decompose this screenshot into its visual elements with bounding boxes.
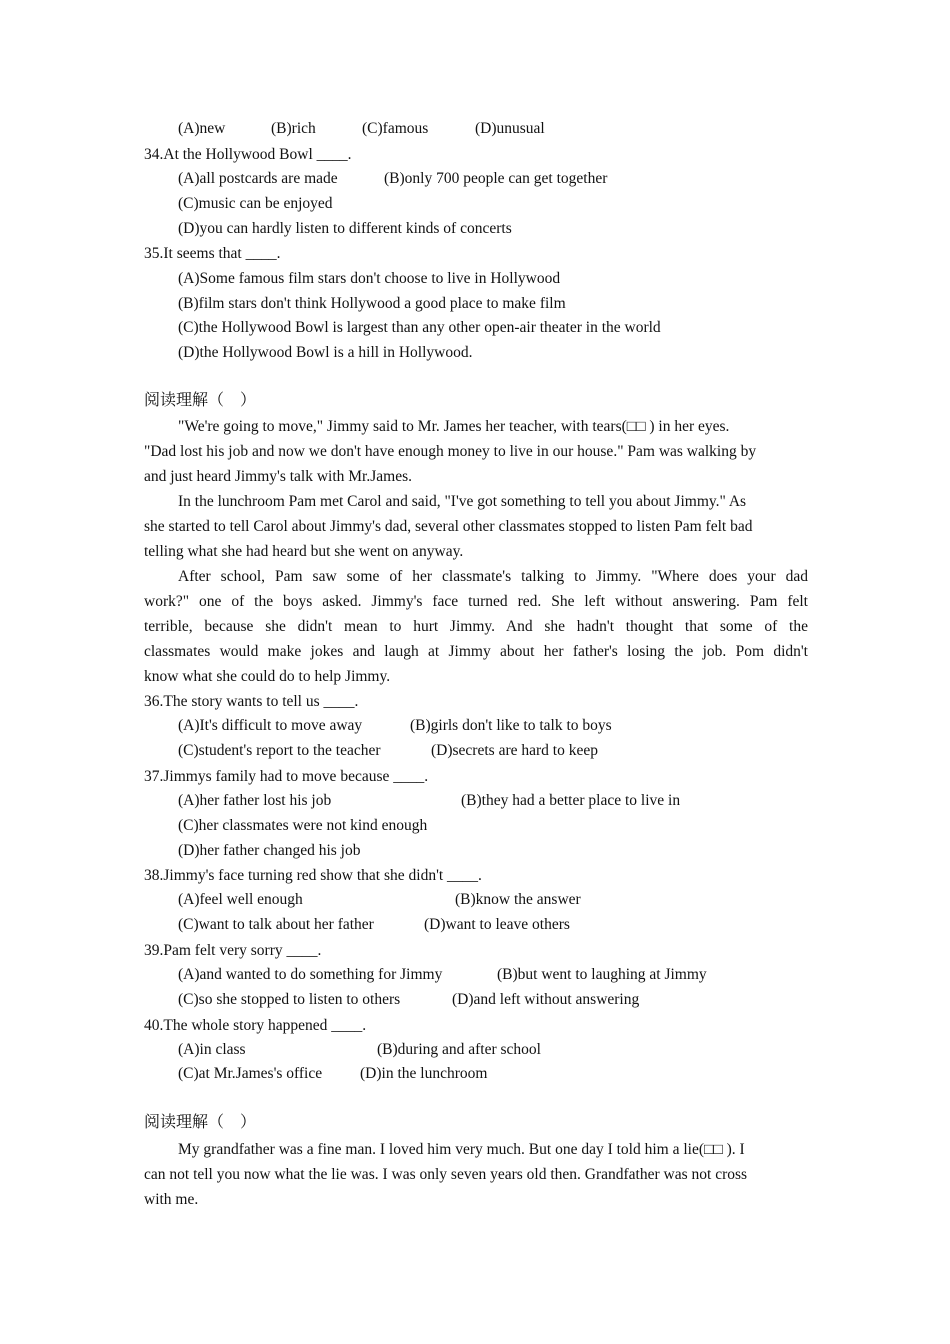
passage2-line-7: After school, Pam saw some of her classmate's talking to Jimmy. "Where does your dad [178,568,808,585]
q40-option-b: (B)during and after school [377,1041,541,1058]
q40-option-a: (A)in class [178,1041,246,1058]
q34-stem: 34.At the Hollywood Bowl ____. [144,146,352,163]
passage2-line-6: telling what she had heard but she went on anyway. [144,543,464,560]
q36-option-c: (C)student's report to the teacher [178,742,381,759]
passage2-line-5: she started to tell Carol about Jimmy's dad, several other classmates stopped to listen Pam felt bad [144,518,753,535]
q40-option-d: (D)in the lunchroom [360,1065,488,1082]
q36-stem: 36.The story wants to tell us ____. [144,693,359,710]
q34-option-c: (C)music can be enjoyed [178,195,333,212]
passage2-line-8: work?" one of the boys asked. Jimmy's face turned red. She left without answering. Pam felt [144,593,808,610]
q39-option-c: (C)so she stopped to listen to others [178,991,401,1008]
passage2-line-2: "Dad lost his job and now we don't have enough money to live in our house." Pam was walking by [144,443,757,460]
q37-option-c: (C)her classmates were not kind enough [178,817,428,834]
q33-option-c: (C)famous [362,120,429,137]
passage2-line-9: terrible, because she didn't mean to hurt Jimmy. And she hadn't thought that some of the [144,618,808,635]
q34-option-b: (B)only 700 people can get together [384,170,608,187]
q35-stem: 35.It seems that ____. [144,245,281,262]
q39-option-b: (B)but went to laughing at Jimmy [497,966,707,983]
q34-option-a: (A)all postcards are made [178,170,338,187]
q33-option-a: (A)new [178,120,226,137]
q35-option-a: (A)Some famous film stars don't choose to live in Hollywood [178,270,561,287]
q38-stem: 38.Jimmy's face turning red show that she didn't ____. [144,867,482,884]
q35-option-d: (D)the Hollywood Bowl is a hill in Hollywood. [178,344,473,361]
section-heading-reading-3: 阅读理解（ ） [144,1112,257,1131]
passage3-line-1: My grandfather was a fine man. I loved him very much. But one day I told him a lie(□□ ). I [178,1141,745,1158]
q35-option-c: (C)the Hollywood Bowl is largest than any other open-air theater in the world [178,319,661,336]
q33-option-d: (D)unusual [475,120,545,137]
passage2-line-4: In the lunchroom Pam met Carol and said, "I've got something to tell you about Jimmy." As [178,493,747,510]
q39-stem: 39.Pam felt very sorry ____. [144,942,322,959]
q37-option-d: (D)her father changed his job [178,842,361,859]
passage2-line-11: know what she could do to help Jimmy. [144,668,391,685]
q34-option-d: (D)you can hardly listen to different kinds of concerts [178,220,512,237]
passage2-line-1: "We're going to move," Jimmy said to Mr. James her teacher, with tears(□□ ) in her eyes. [178,418,730,435]
q38-option-b: (B)know the answer [455,891,581,908]
q36-option-d: (D)secrets are hard to keep [431,742,598,759]
q39-option-d: (D)and left without answering [452,991,640,1008]
q37-stem: 37.Jimmys family had to move because ____. [144,768,429,785]
q38-option-d: (D)want to leave others [424,916,570,933]
q40-stem: 40.The whole story happened ____. [144,1017,367,1034]
passage2-line-10: classmates would make jokes and laugh at Jimmy about her father's losing the job. Pom didn't [144,643,808,660]
passage2-line-3: and just heard Jimmy's talk with Mr.James. [144,468,412,485]
q38-option-a: (A)feel well enough [178,891,303,908]
section-heading-reading-2: 阅读理解（ ） [144,390,257,409]
passage3-line-3: with me. [144,1191,199,1208]
q38-option-c: (C)want to talk about her father [178,916,374,933]
q37-option-a: (A)her father lost his job [178,792,332,809]
q39-option-a: (A)and wanted to do something for Jimmy [178,966,443,983]
passage3-line-2: can not tell you now what the lie was. I was only seven years old then. Grandfather was not cross [144,1166,748,1183]
q40-option-c: (C)at Mr.James's office [178,1065,323,1082]
q36-option-a: (A)It's difficult to move away [178,717,363,734]
q36-option-b: (B)girls don't like to talk to boys [410,717,612,734]
q35-option-b: (B)film stars don't think Hollywood a good place to make film [178,295,566,312]
q33-option-b: (B)rich [271,120,316,137]
q37-option-b: (B)they had a better place to live in [461,792,681,809]
